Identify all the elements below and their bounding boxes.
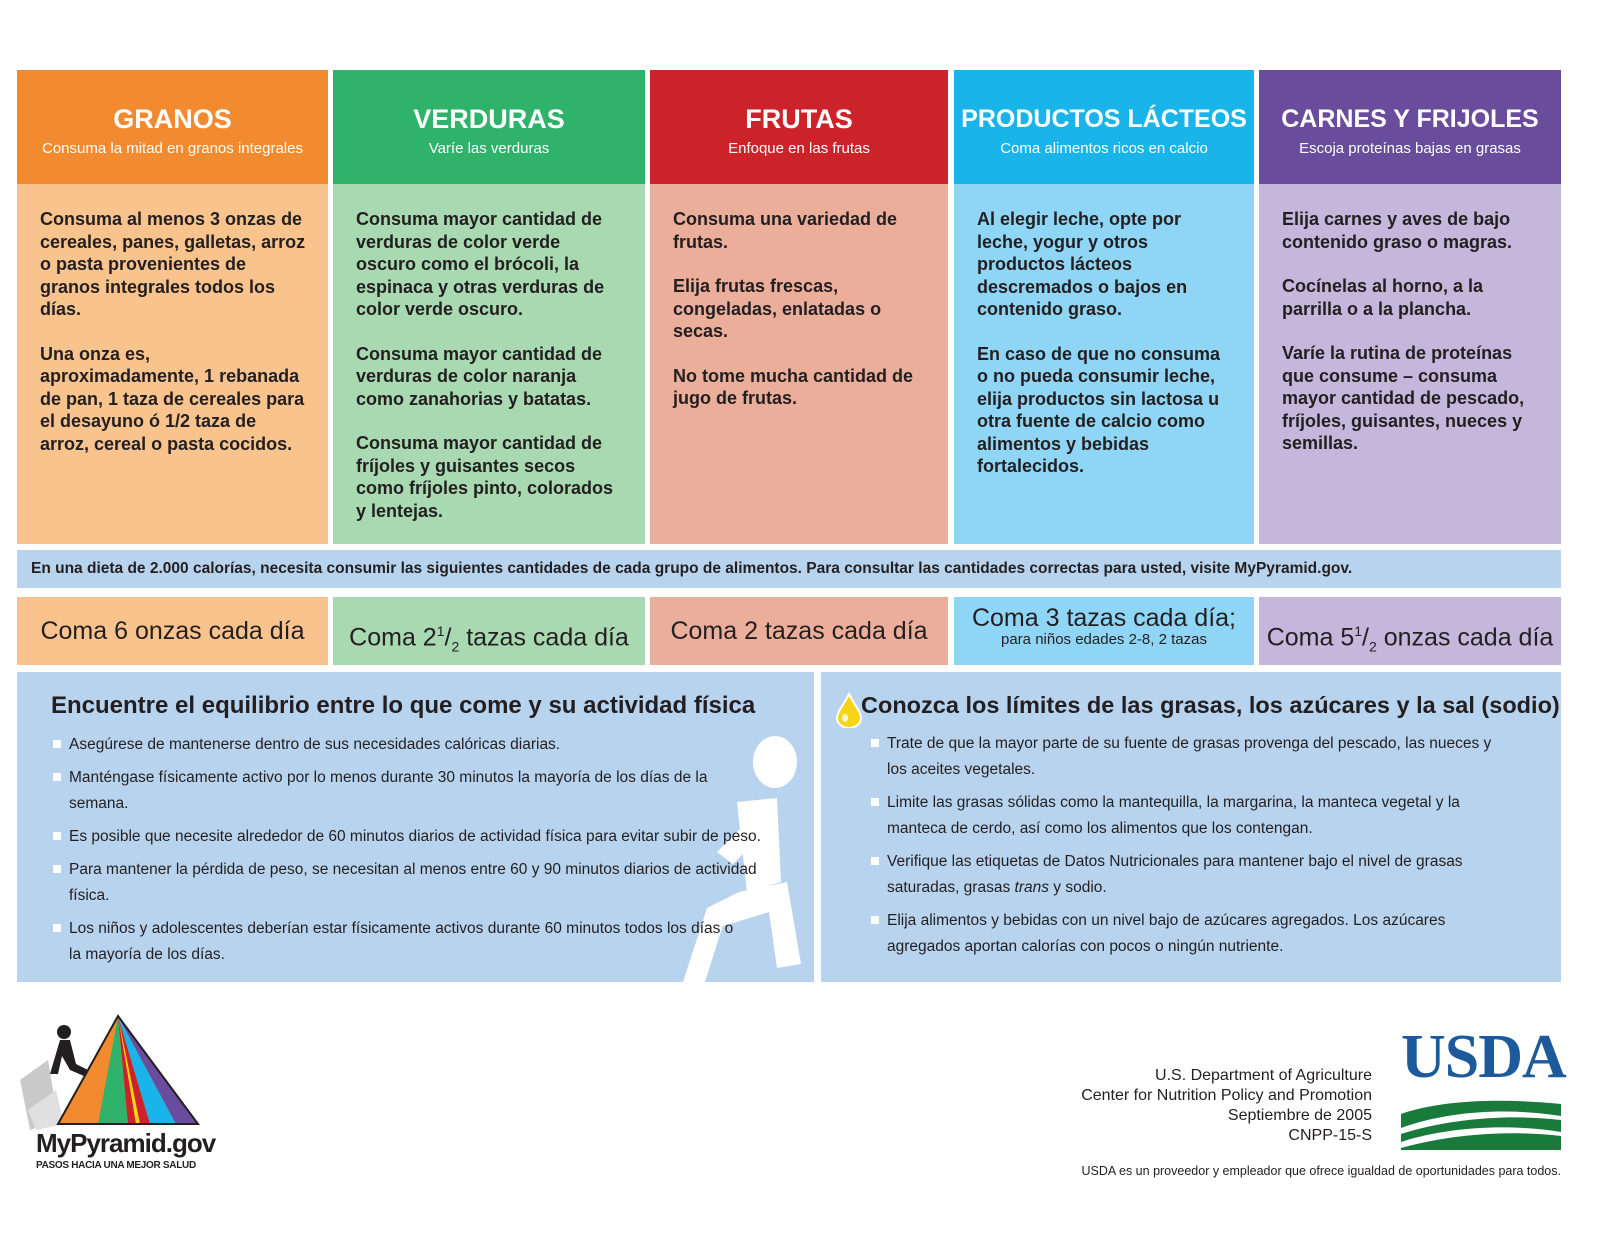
- amount-fraction-num: 1: [1354, 623, 1363, 639]
- column-subtitle: Enfoque en las frutas: [728, 140, 870, 157]
- column-body: [333, 184, 645, 544]
- column-paragraph: Varíe la rutina de proteínas que consume – consuma mayor cantidad de pescado, fríjoles, guisantes, nueces y semillas.: [1282, 343, 1525, 453]
- column-paragraph: Consuma una variedad de frutas.: [673, 209, 898, 252]
- column-header: [1259, 70, 1561, 184]
- column-paragraph: Consuma al menos 3 onzas de cereales, panes, galletas, arroz o pasta provenientes de granos integrales todos los días.: [40, 209, 306, 319]
- column-title: VERDURAS: [413, 104, 565, 134]
- column-paragraph: Una onza es, aproximadamente, 1 rebanada de pan, 1 taza de cereales para el desayuno ó 1/2 taza de arroz, cereal o pasta cocidos.: [40, 343, 305, 454]
- column-title: PRODUCTOS LÁCTEOS: [961, 105, 1247, 133]
- limits-title: Conozca los límites de las grasas, los azúcares y la sal (sodio): [861, 692, 1560, 718]
- column-granos: [17, 70, 328, 544]
- column-title: CARNES Y FRIJOLES: [1281, 105, 1539, 133]
- amount-granos: Coma 6 onzas cada día: [17, 597, 328, 665]
- amount-fraction-num: 1: [436, 623, 445, 639]
- usda-logo-text: USDA: [1401, 1023, 1566, 1091]
- list-item: Es posible que necesite alrededor de 60 minutos diarios de actividad física para evitar subir de peso.: [51, 824, 791, 850]
- column-paragraph: Consuma mayor cantidad de fríjoles y guisantes secos como fríjoles pinto, colorados y lentejas.: [356, 433, 614, 521]
- column-paragraph: Elija carnes y aves de bajo contenido graso o magras.: [1282, 209, 1513, 252]
- list-item-text: Verifique las etiquetas de Datos Nutricionales para mantener bajo el nivel de grasas saturadas, grasas: [887, 853, 1463, 896]
- column-paragraph: Elija frutas frescas, congeladas, enlatadas o secas.: [673, 276, 882, 341]
- column-subtitle: Escoja proteínas bajas en grasas: [1299, 140, 1521, 157]
- column-title: GRANOS: [113, 104, 232, 134]
- list-item-italic: trans: [1014, 879, 1049, 896]
- column-paragraph: Consuma mayor cantidad de verduras de color verde oscuro como el brócoli, la espinaca y otras verduras de color verde oscuro.: [356, 209, 605, 319]
- list-item: Asegúrese de mantenerse dentro de sus necesidades calóricas diarias.: [51, 732, 791, 758]
- list-item: Trate de que la mayor parte de su fuente de grasas provenga del pescado, las nueces y los aceites vegetales.: [869, 731, 1509, 783]
- column-body: [1259, 184, 1561, 544]
- amount-text: Coma 3 tazas cada día;: [971, 604, 1237, 632]
- amount-fraction-den: 2: [1368, 638, 1377, 655]
- list-item-text: y sodio.: [1048, 879, 1107, 896]
- calorie-banner: En una dieta de 2.000 calorías, necesita consumir las siguientes cantidades de cada grupo de alimentos. Para consultar las cantidades correctas para usted, visite MyPyramid.gov.: [17, 550, 1561, 588]
- footer-line: U.S. Department of Agriculture: [1155, 1067, 1372, 1084]
- column-subtitle: Varíe las verduras: [428, 140, 550, 157]
- column-lacteos: [954, 70, 1254, 544]
- mypyramid-tagline: PASOS HACIA UNA MEJOR SALUD: [36, 1160, 196, 1171]
- oil-drop-icon: [835, 692, 863, 728]
- equal-opportunity-statement: USDA es un proveedor y empleador que ofrece igualdad de oportunidades para todos.: [1081, 1164, 1561, 1178]
- amount-text: Coma 5: [1266, 623, 1355, 652]
- amount-note: para niños edades 2-8, 2 tazas: [1001, 631, 1207, 648]
- column-frutas: [650, 70, 948, 544]
- list-item: Elija alimentos y bebidas con un nivel bajo de azúcares agregados. Los azúcares agregados aportan calorías con pocos o ningún nutriente.: [869, 908, 1509, 960]
- column-paragraph: En caso de que no consuma o no pueda consumir leche, elija productos sin lactosa u otra fuente de calcio como alimentos y bebidas fortalecidos.: [977, 343, 1221, 476]
- amount-fraction-den: 2: [451, 638, 460, 655]
- amount-lacteos: [954, 597, 1254, 665]
- usda-logo-icon: [1401, 1094, 1561, 1150]
- column-paragraph: No tome mucha cantidad de jugo de frutas.: [673, 365, 914, 408]
- list-item: Los niños y adolescentes deberían estar físicamente activos durante 60 minutos todos los días o la mayoría de los días.: [51, 916, 749, 968]
- footer-line: CNPP-15-S: [1288, 1127, 1372, 1144]
- column-body: [17, 184, 328, 544]
- limits-panel: [821, 672, 1561, 982]
- column-title: FRUTAS: [745, 104, 853, 134]
- list-item: [869, 849, 1509, 901]
- amount-carnes: Coma $5^1/_2$ onzas cada día: [1259, 597, 1561, 665]
- column-paragraph: Cocínelas al horno, a la parrilla o a la plancha.: [1282, 276, 1484, 319]
- column-header: [333, 70, 645, 184]
- list-item: Manténgase físicamente activo por lo menos durante 30 minutos la mayoría de los días de la semana.: [51, 765, 749, 817]
- footer-agency-info: [1081, 1066, 1372, 1146]
- column-verduras: [333, 70, 645, 544]
- column-paragraph: Consuma mayor cantidad de verduras de color naranja como zanahorias y batatas.: [356, 343, 603, 409]
- list-item: Limite las grasas sólidas como la mantequilla, la margarina, la manteca vegetal y la manteca de cerdo, así como los alimentos que los contengan.: [869, 790, 1509, 842]
- column-header: [954, 70, 1254, 184]
- amount-text: onzas cada día: [1376, 623, 1554, 652]
- list-item: Para mantener la pérdida de peso, se necesitan al menos entre 60 y 90 minutos diarios de actividad física.: [51, 857, 769, 909]
- activity-title: Encuentre el equilibrio entre lo que come y su actividad física: [51, 692, 756, 719]
- activity-panel: [17, 672, 814, 982]
- column-paragraph: Al elegir leche, opte por leche, yogur y otros productos lácteos descremados o bajos en contenido graso.: [977, 209, 1188, 319]
- limits-list: [869, 731, 1509, 960]
- mypyramid-logo-icon: [18, 1010, 208, 1130]
- amount-verduras: Coma $2^1/_2$ tazas cada día: [333, 597, 645, 665]
- column-body: [954, 184, 1254, 544]
- mypyramid-title: MyPyramid.gov: [36, 1128, 216, 1158]
- footer-line: Center for Nutrition Policy and Promotion: [1081, 1087, 1372, 1104]
- column-body: [650, 184, 948, 544]
- column-subtitle: Consuma la mitad en granos integrales: [42, 140, 303, 157]
- amount-text: Coma 2: [349, 623, 437, 652]
- column-header: [650, 70, 948, 184]
- column-subtitle: Coma alimentos ricos en calcio: [1000, 140, 1208, 157]
- column-carnes: [1259, 70, 1561, 544]
- amount-frutas: Coma 2 tazas cada día: [650, 597, 948, 665]
- amount-text: tazas cada día: [459, 623, 629, 652]
- column-header: [17, 70, 328, 184]
- footer-line: Septiembre de 2005: [1227, 1107, 1372, 1124]
